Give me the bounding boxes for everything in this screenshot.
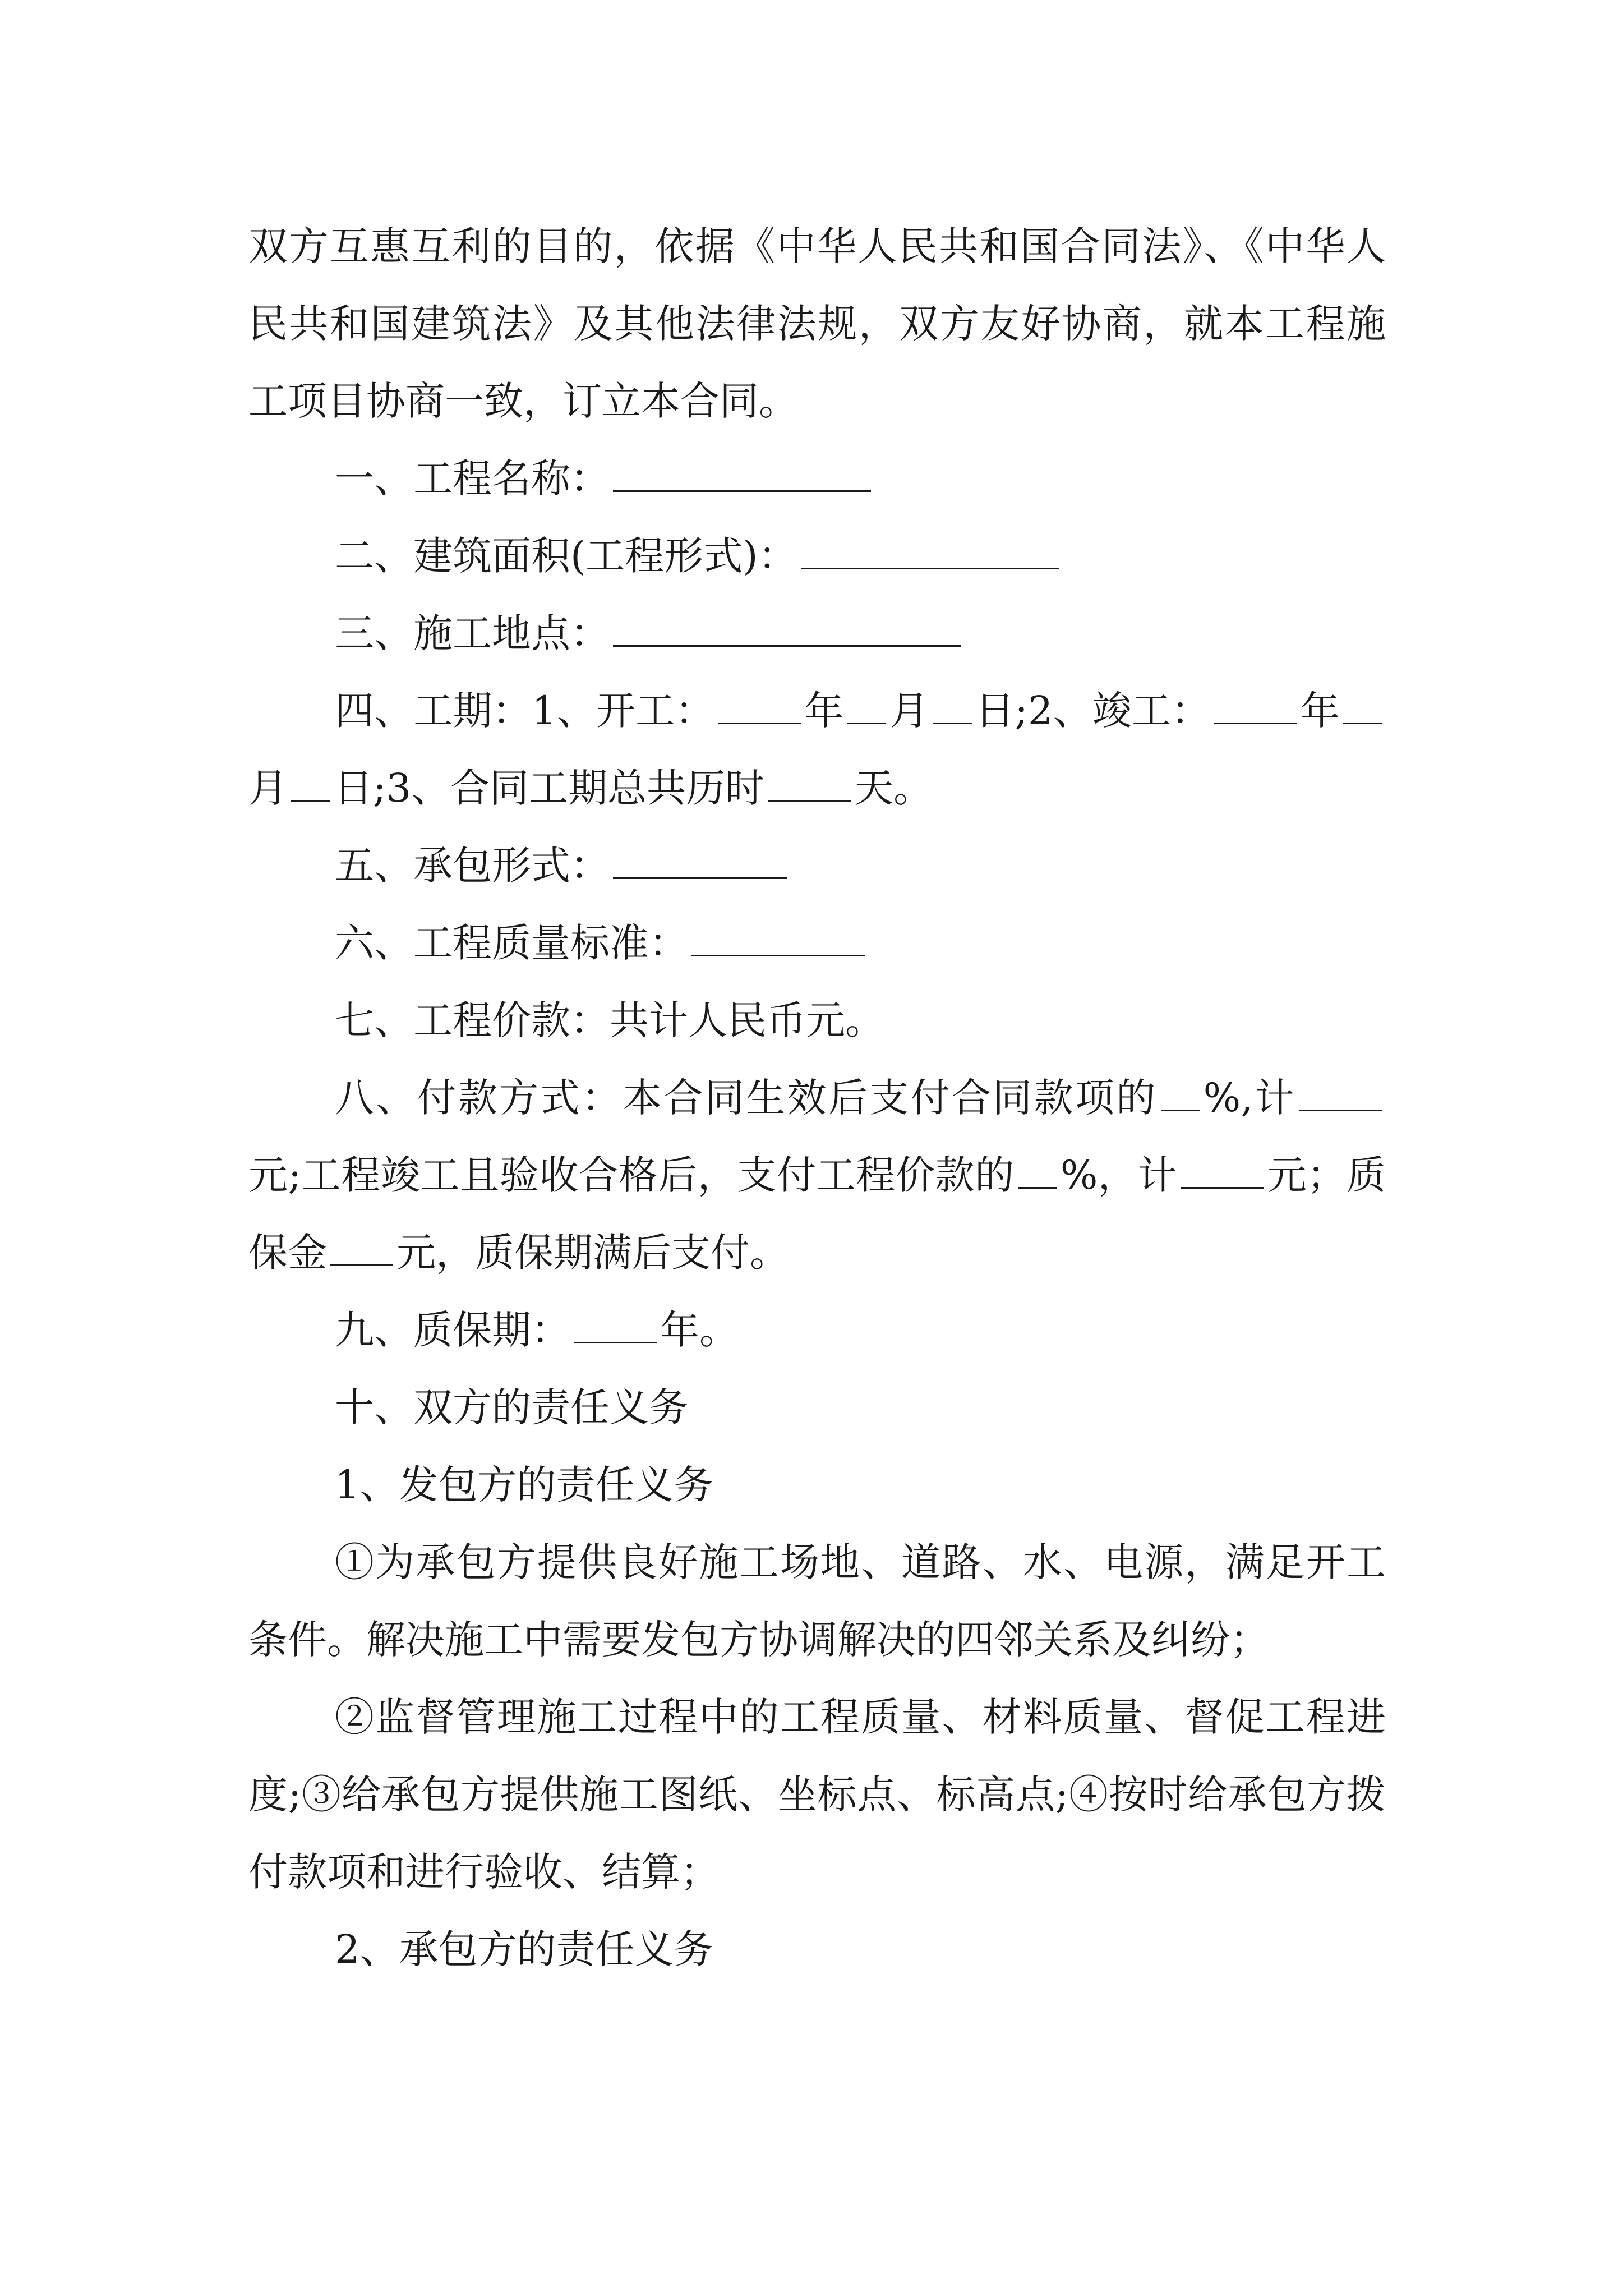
employer-duty-2: ②监督管理施工过程中的工程质量、材料质量、督促工程进度;③给承包方提供施工图纸、坐标点、标高点;④按时给承包方拨付款项和进行验收、结算；	[248, 1694, 1386, 1895]
period-total-label: 日;3、合同工期总共历时	[334, 765, 765, 811]
start-year-text: 年	[804, 688, 844, 734]
end-month-text: 月	[248, 765, 288, 811]
item-project-name	[248, 440, 1386, 517]
warranty-years-blank	[574, 1306, 657, 1343]
item-project-name-label: 一、工程名称：	[335, 455, 610, 501]
payment-second-amount-label: %，计	[1060, 1152, 1178, 1198]
payment-first-label: 八、付款方式：本合同生效后支付合同款项的	[335, 1075, 1158, 1121]
retention-tail: 元，质保期满后支付。	[396, 1230, 789, 1276]
item-responsibilities: 十、双方的责任义务	[335, 1384, 688, 1430]
second-percent-blank	[1018, 1152, 1057, 1189]
item-quality-standard	[248, 904, 1386, 982]
payment-second-label: 元;工程竣工且验收合格后，支付工程价款的	[248, 1152, 1015, 1198]
construction-site-blank	[613, 610, 961, 647]
item-contract-form	[248, 827, 1386, 904]
warranty-tail: 年。	[660, 1307, 739, 1353]
item-warranty-period	[248, 1291, 1386, 1369]
end-year-blank	[1214, 687, 1297, 724]
second-amount-blank	[1181, 1152, 1264, 1189]
quality-standard-blank	[691, 919, 865, 956]
total-days-blank	[768, 765, 851, 802]
item-building-area-label: 二、建筑面积(工程形式)：	[335, 533, 797, 579]
period-start-label: 四、工期：1、开工：	[335, 688, 714, 734]
payment-first-amount-label: %,计	[1203, 1075, 1297, 1121]
end-year-text: 年	[1300, 688, 1340, 734]
item-building-area	[248, 517, 1386, 595]
employer-duty-1: ①为承包方提供良好施工场地、道路、水、电源，满足开工条件。解决施工中需要发包方协调解决的四邻关系及纠纷；	[248, 1539, 1386, 1663]
start-day-blank	[933, 687, 972, 724]
intro-paragraph: 双方互惠互利的目的，依据《中华人民共和国合同法》、《中华人民共和国建筑法》及其他法律法规，双方友好协商，就本工程施工项目协商一致，订立本合同。	[248, 223, 1386, 424]
end-month-blank	[1343, 687, 1382, 724]
item-contract-form-label: 五、承包形式：	[335, 843, 610, 889]
first-percent-blank	[1161, 1074, 1200, 1111]
first-amount-blank	[1299, 1074, 1382, 1111]
item-construction-site-label: 三、施工地点：	[335, 610, 610, 656]
start-month-blank	[847, 687, 886, 724]
end-day-blank	[291, 765, 330, 802]
contract-form-blank	[613, 842, 787, 879]
employer-duties-heading: 1、发包方的责任义务	[335, 1462, 713, 1508]
retention-label: 元；质保金	[248, 1152, 1386, 1276]
period-end-label: 日;2、竣工：	[975, 688, 1211, 734]
contract-page	[248, 208, 1386, 1988]
start-year-blank	[718, 687, 801, 724]
retention-blank	[330, 1229, 393, 1266]
item-construction-period	[248, 672, 1386, 827]
item-quality-standard-label: 六、工程质量标准：	[335, 920, 688, 966]
contractor-duties-heading: 2、承包方的责任义务	[335, 1926, 713, 1972]
item-construction-site	[248, 595, 1386, 672]
total-days-text: 天。	[854, 765, 933, 811]
building-area-blank	[801, 532, 1059, 569]
start-month-text: 月	[889, 688, 929, 734]
warranty-label: 九、质保期：	[335, 1307, 570, 1353]
project-name-blank	[613, 455, 871, 492]
item-payment-method	[248, 1059, 1386, 1291]
item-project-price: 七、工程价款：共计人民币元。	[335, 997, 884, 1043]
